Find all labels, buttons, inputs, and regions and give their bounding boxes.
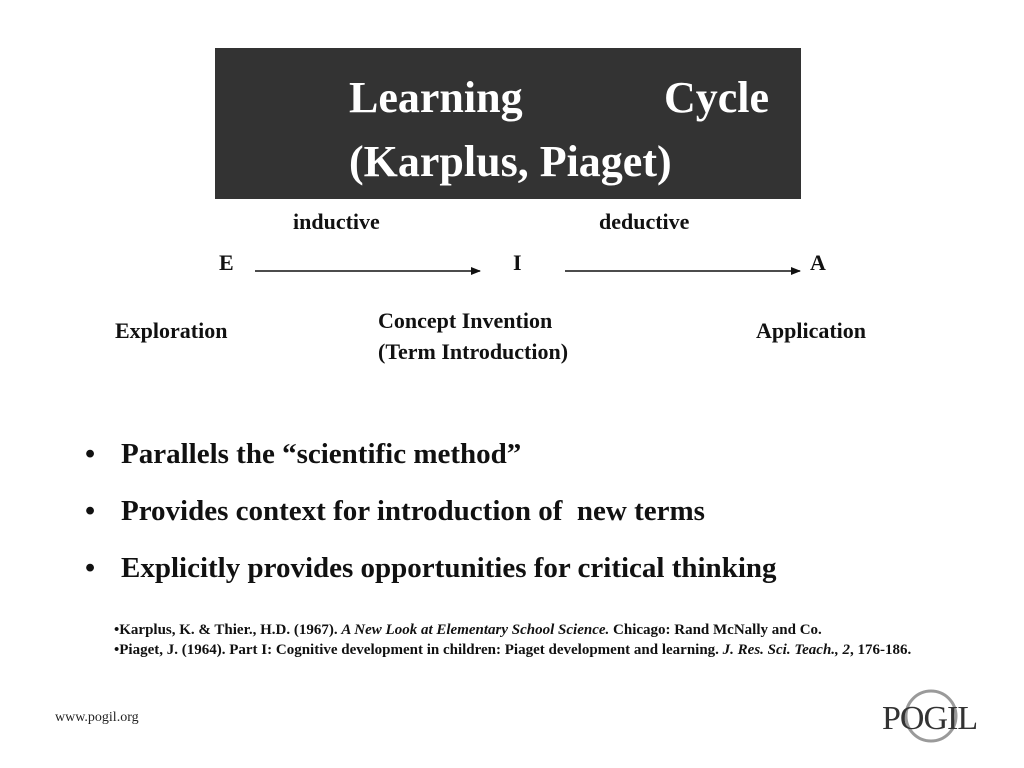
- deductive-label: deductive: [599, 209, 690, 234]
- node-a: A: [810, 250, 826, 275]
- term-introduction-label: (Term Introduction): [378, 339, 569, 364]
- bullet-marker: •: [85, 495, 96, 527]
- reference-suffix: Chicago: Rand McNally and Co.: [609, 622, 822, 638]
- exploration-label: Exploration: [115, 318, 228, 343]
- concept-invention-label: Concept Invention: [378, 308, 553, 333]
- inductive-label: inductive: [293, 209, 380, 234]
- bullet-text: Provides context for introduction of new terms: [121, 495, 705, 527]
- reference-title: A New Look at Elementary School Science.: [341, 622, 610, 638]
- bullet-item: [85, 497, 705, 526]
- reference-title: J. Res. Sci. Teach., 2: [722, 642, 851, 658]
- bullet-item: [85, 440, 521, 469]
- title-box: [215, 48, 801, 199]
- bullet-text: Explicitly provides opportunities for critical thinking: [121, 552, 777, 584]
- pogil-logo: [878, 688, 982, 746]
- title-line-1: [349, 73, 769, 122]
- title-word-cycle: Cycle: [663, 73, 769, 122]
- node-i: I: [513, 250, 522, 275]
- node-e: E: [219, 250, 234, 275]
- footer-url: www.pogil.org: [55, 710, 139, 725]
- bullet-marker: •: [85, 552, 96, 584]
- logo-text: POGIL: [882, 700, 978, 737]
- title-word-learning: Learning: [349, 73, 523, 122]
- reference-prefix: •Karplus, K. & Thier., H.D. (1967).: [114, 622, 342, 638]
- title-line-2: (Karplus, Piaget): [349, 137, 672, 186]
- reference-suffix: , 176-186.: [850, 642, 912, 658]
- reference-karplus: [114, 623, 822, 638]
- application-label: Application: [756, 318, 867, 343]
- bullet-item: [85, 554, 777, 583]
- bullet-marker: •: [85, 438, 96, 470]
- reference-piaget: [114, 643, 911, 658]
- reference-prefix: •Piaget, J. (1964). Part I: Cognitive development in children: Piaget development and learning.: [114, 642, 723, 658]
- bullet-text: Parallels the “scientific method”: [121, 438, 522, 470]
